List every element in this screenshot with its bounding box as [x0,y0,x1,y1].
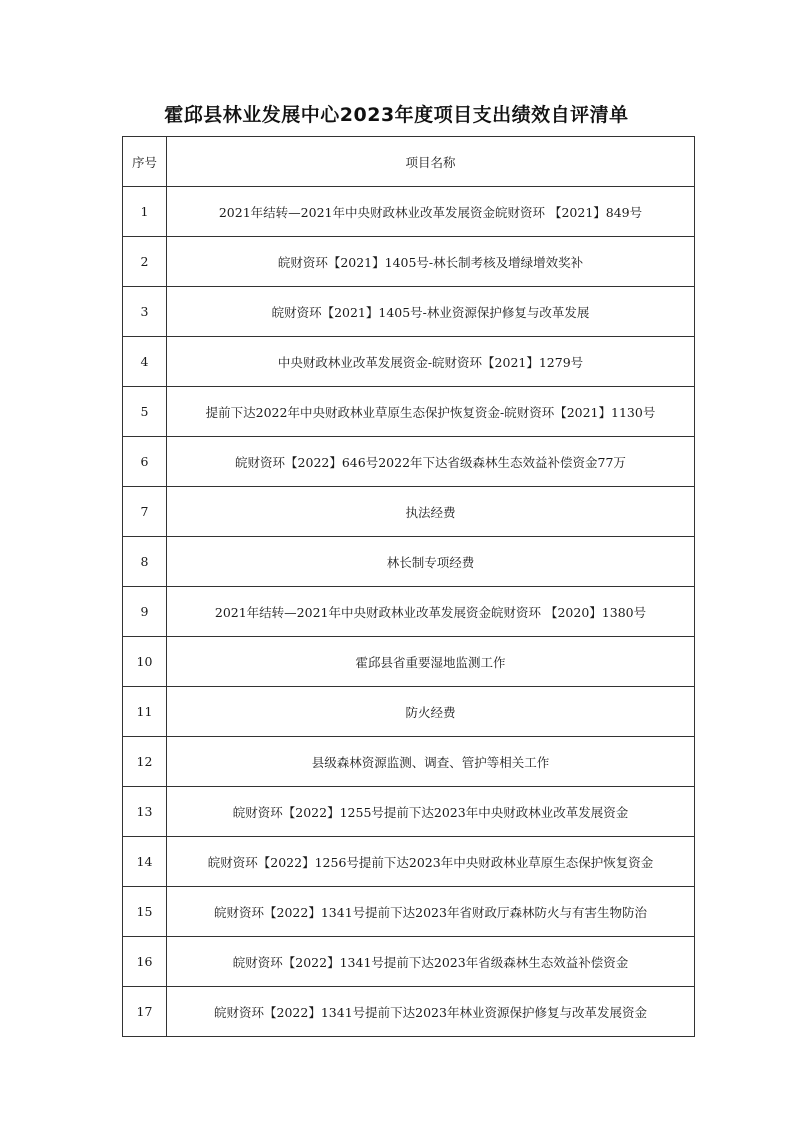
serial-cell: 7 [123,487,167,537]
project-name-cell: 中央财政林业改革发展资金-皖财资环【2021】1279号 [167,337,695,387]
serial-cell: 1 [123,187,167,237]
project-name-cell: 2021年结转—2021年中央财政林业改革发展资金皖财资环 【2020】1380号 [167,587,695,637]
project-name-cell: 林长制专项经费 [167,537,695,587]
table-row [123,687,695,737]
project-table [122,136,695,1037]
serial-cell: 11 [123,687,167,737]
table-row [123,387,695,437]
project-name-cell: 2021年结转—2021年中央财政林业改革发展资金皖财资环 【2021】849号 [167,187,695,237]
serial-cell: 5 [123,387,167,437]
table-header-row [123,137,695,187]
serial-cell: 9 [123,587,167,637]
column-header-project-name: 项目名称 [167,137,695,187]
table-row [123,737,695,787]
serial-cell: 16 [123,937,167,987]
table-row [123,987,695,1037]
project-name-cell: 防火经费 [167,687,695,737]
page-title: 霍邱县林业发展中心2023年度项目支出绩效自评清单 [164,104,629,126]
serial-cell: 10 [123,637,167,687]
table-row [123,937,695,987]
project-name-cell: 执法经费 [167,487,695,537]
serial-cell: 14 [123,837,167,887]
table-row [123,537,695,587]
project-name-cell: 皖财资环【2022】1255号提前下达2023年中央财政林业改革发展资金 [167,787,695,837]
table-row [123,487,695,537]
table-row [123,587,695,637]
table-row [123,837,695,887]
project-name-cell: 皖财资环【2021】1405号-林长制考核及增绿增效奖补 [167,237,695,287]
serial-cell: 17 [123,987,167,1037]
table-row [123,887,695,937]
project-name-cell: 皖财资环【2022】1256号提前下达2023年中央财政林业草原生态保护恢复资金 [167,837,695,887]
project-name-cell: 霍邱县省重要湿地监测工作 [167,637,695,687]
column-header-serial: 序号 [123,137,167,187]
project-name-cell: 皖财资环【2022】646号2022年下达省级森林生态效益补偿资金77万 [167,437,695,487]
table-row [123,187,695,237]
serial-cell: 4 [123,337,167,387]
serial-cell: 13 [123,787,167,837]
serial-cell: 15 [123,887,167,937]
project-name-cell: 皖财资环【2022】1341号提前下达2023年林业资源保护修复与改革发展资金 [167,987,695,1037]
project-name-cell: 皖财资环【2022】1341号提前下达2023年省级森林生态效益补偿资金 [167,937,695,987]
project-name-cell: 皖财资环【2021】1405号-林业资源保护修复与改革发展 [167,287,695,337]
project-name-cell: 县级森林资源监测、调查、管护等相关工作 [167,737,695,787]
serial-cell: 3 [123,287,167,337]
serial-cell: 8 [123,537,167,587]
table-row [123,287,695,337]
table-row [123,787,695,837]
table-row [123,437,695,487]
table-row [123,237,695,287]
serial-cell: 6 [123,437,167,487]
project-name-cell: 提前下达2022年中央财政林业草原生态保护恢复资金-皖财资环【2021】1130号 [167,387,695,437]
table-row [123,637,695,687]
serial-cell: 12 [123,737,167,787]
table-row [123,337,695,387]
project-name-cell: 皖财资环【2022】1341号提前下达2023年省财政厅森林防火与有害生物防治 [167,887,695,937]
serial-cell: 2 [123,237,167,287]
